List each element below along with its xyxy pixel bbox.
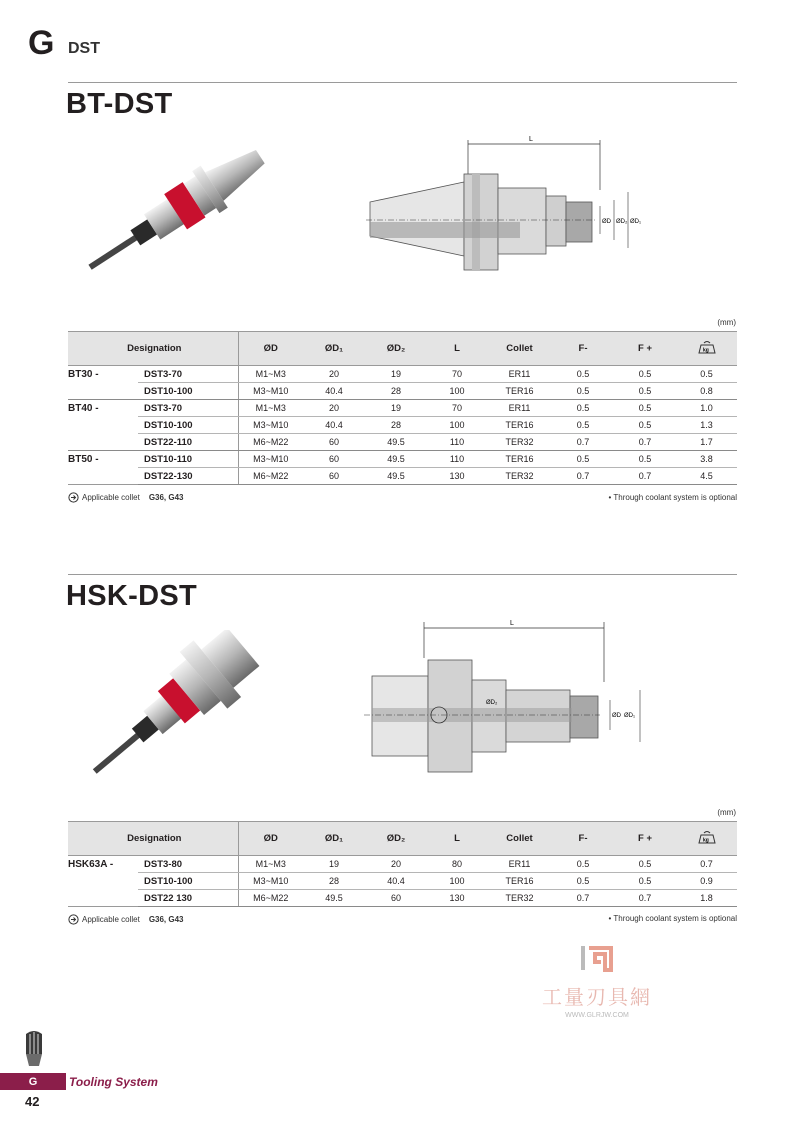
dim-d1: ØD₁ — [624, 713, 636, 719]
col-weight — [676, 822, 737, 856]
bt-spec-table — [68, 331, 737, 485]
col-d2: ØD₂ — [365, 332, 427, 366]
col-designation: Designation — [68, 822, 238, 856]
bt-coolant-note: • Through coolant system is optional — [608, 493, 737, 502]
col-weight — [676, 332, 737, 366]
page-number: 42 — [25, 1094, 40, 1109]
table-row: DST10-100 M3~M10 40.4 28 100 TER16 0.5 0.5 1.3 — [68, 417, 737, 434]
hsk-tool-photo — [72, 630, 272, 785]
arrow-circle-icon — [68, 492, 79, 503]
dim-l: L — [510, 620, 514, 627]
note-value: G36, G43 — [148, 915, 184, 924]
table-row: HSK63A - DST3-80 M1~M3 19 20 80 ER11 0.5 0.5 0.7 — [68, 856, 737, 873]
unit-label: (mm) — [717, 318, 736, 327]
section-title-bt: BT-DST — [66, 88, 173, 120]
watermark — [527, 944, 667, 1019]
col-collet: Collet — [487, 822, 552, 856]
col-f-plus: F + — [614, 332, 676, 366]
divider — [68, 574, 737, 575]
col-f-plus: F + — [614, 822, 676, 856]
note-value: G36, G43 — [148, 493, 184, 502]
table-row: BT30 - DST3-70 M1~M3 20 19 70 ER11 0.5 0.5 0.5 — [68, 366, 737, 383]
weight-icon — [698, 340, 716, 354]
section-title-hsk: HSK-DST — [66, 580, 197, 612]
col-l: L — [427, 822, 487, 856]
watermark-url: WWW.GLRJW.COM — [565, 1012, 629, 1019]
col-d: ØD — [238, 822, 303, 856]
table-row: DST10-100 M3~M10 40.4 28 100 TER16 0.5 0.5 0.8 — [68, 383, 737, 400]
chapter-letter: G — [28, 24, 55, 62]
table-row: DST22-110 M6~M22 60 49.5 110 TER32 0.7 0.7 1.7 — [68, 434, 737, 451]
col-d2: ØD₂ — [365, 822, 427, 856]
col-f-minus: F- — [552, 332, 614, 366]
unit-label: (mm) — [717, 808, 736, 817]
col-l: L — [427, 332, 487, 366]
hsk-technical-drawing — [360, 618, 660, 778]
dim-d2: ØD₂ — [616, 219, 628, 225]
note-label: Applicable collet — [82, 915, 140, 924]
footer-chapter-tab: G — [0, 1073, 66, 1090]
col-collet: Collet — [487, 332, 552, 366]
weight-icon — [698, 830, 716, 844]
table-row: DST10-100 M3~M10 28 40.4 100 TER16 0.5 0.5 0.9 — [68, 873, 737, 890]
table-row: BT50 - DST10-110 M3~M10 60 49.5 110 TER16 0.5 0.5 3.8 — [68, 451, 737, 468]
dim-d: ØD — [612, 713, 621, 719]
dim-l: L — [529, 136, 533, 143]
dim-d2: ØD₂ — [486, 700, 498, 706]
collet-icon — [22, 1030, 46, 1070]
footer-title: Tooling System — [69, 1075, 158, 1089]
hsk-spec-table — [68, 821, 737, 907]
arrow-circle-icon — [68, 914, 79, 925]
dim-d1: ØD₁ — [630, 219, 642, 225]
note-label: Applicable collet — [82, 493, 140, 502]
col-d1: ØD₁ — [303, 822, 365, 856]
table-row: DST22 130 M6~M22 49.5 60 130 TER32 0.7 0.7 1.8 — [68, 890, 737, 907]
svg-text:kg: kg — [702, 837, 709, 844]
bt-tool-photo — [72, 140, 282, 285]
svg-text:kg: kg — [702, 347, 709, 354]
hsk-coolant-note: • Through coolant system is optional — [608, 914, 737, 923]
table-row: DST22-130 M6~M22 60 49.5 130 TER32 0.7 0.7 4.5 — [68, 468, 737, 485]
col-f-minus: F- — [552, 822, 614, 856]
col-d: ØD — [238, 332, 303, 366]
drill-bit — [93, 729, 144, 773]
dim-d: ØD — [602, 219, 611, 225]
divider — [68, 82, 737, 83]
bt-technical-drawing — [362, 130, 662, 280]
col-d1: ØD₁ — [303, 332, 365, 366]
watermark-text: 工量刃具網 — [542, 985, 652, 1009]
watermark-logo — [575, 944, 619, 974]
chapter-section: DST — [68, 40, 100, 57]
bt-collet-note — [68, 492, 184, 503]
col-designation: Designation — [68, 332, 238, 366]
hsk-collet-note — [68, 914, 184, 925]
table-row: BT40 - DST3-70 M1~M3 20 19 70 ER11 0.5 0.5 1.0 — [68, 400, 737, 417]
